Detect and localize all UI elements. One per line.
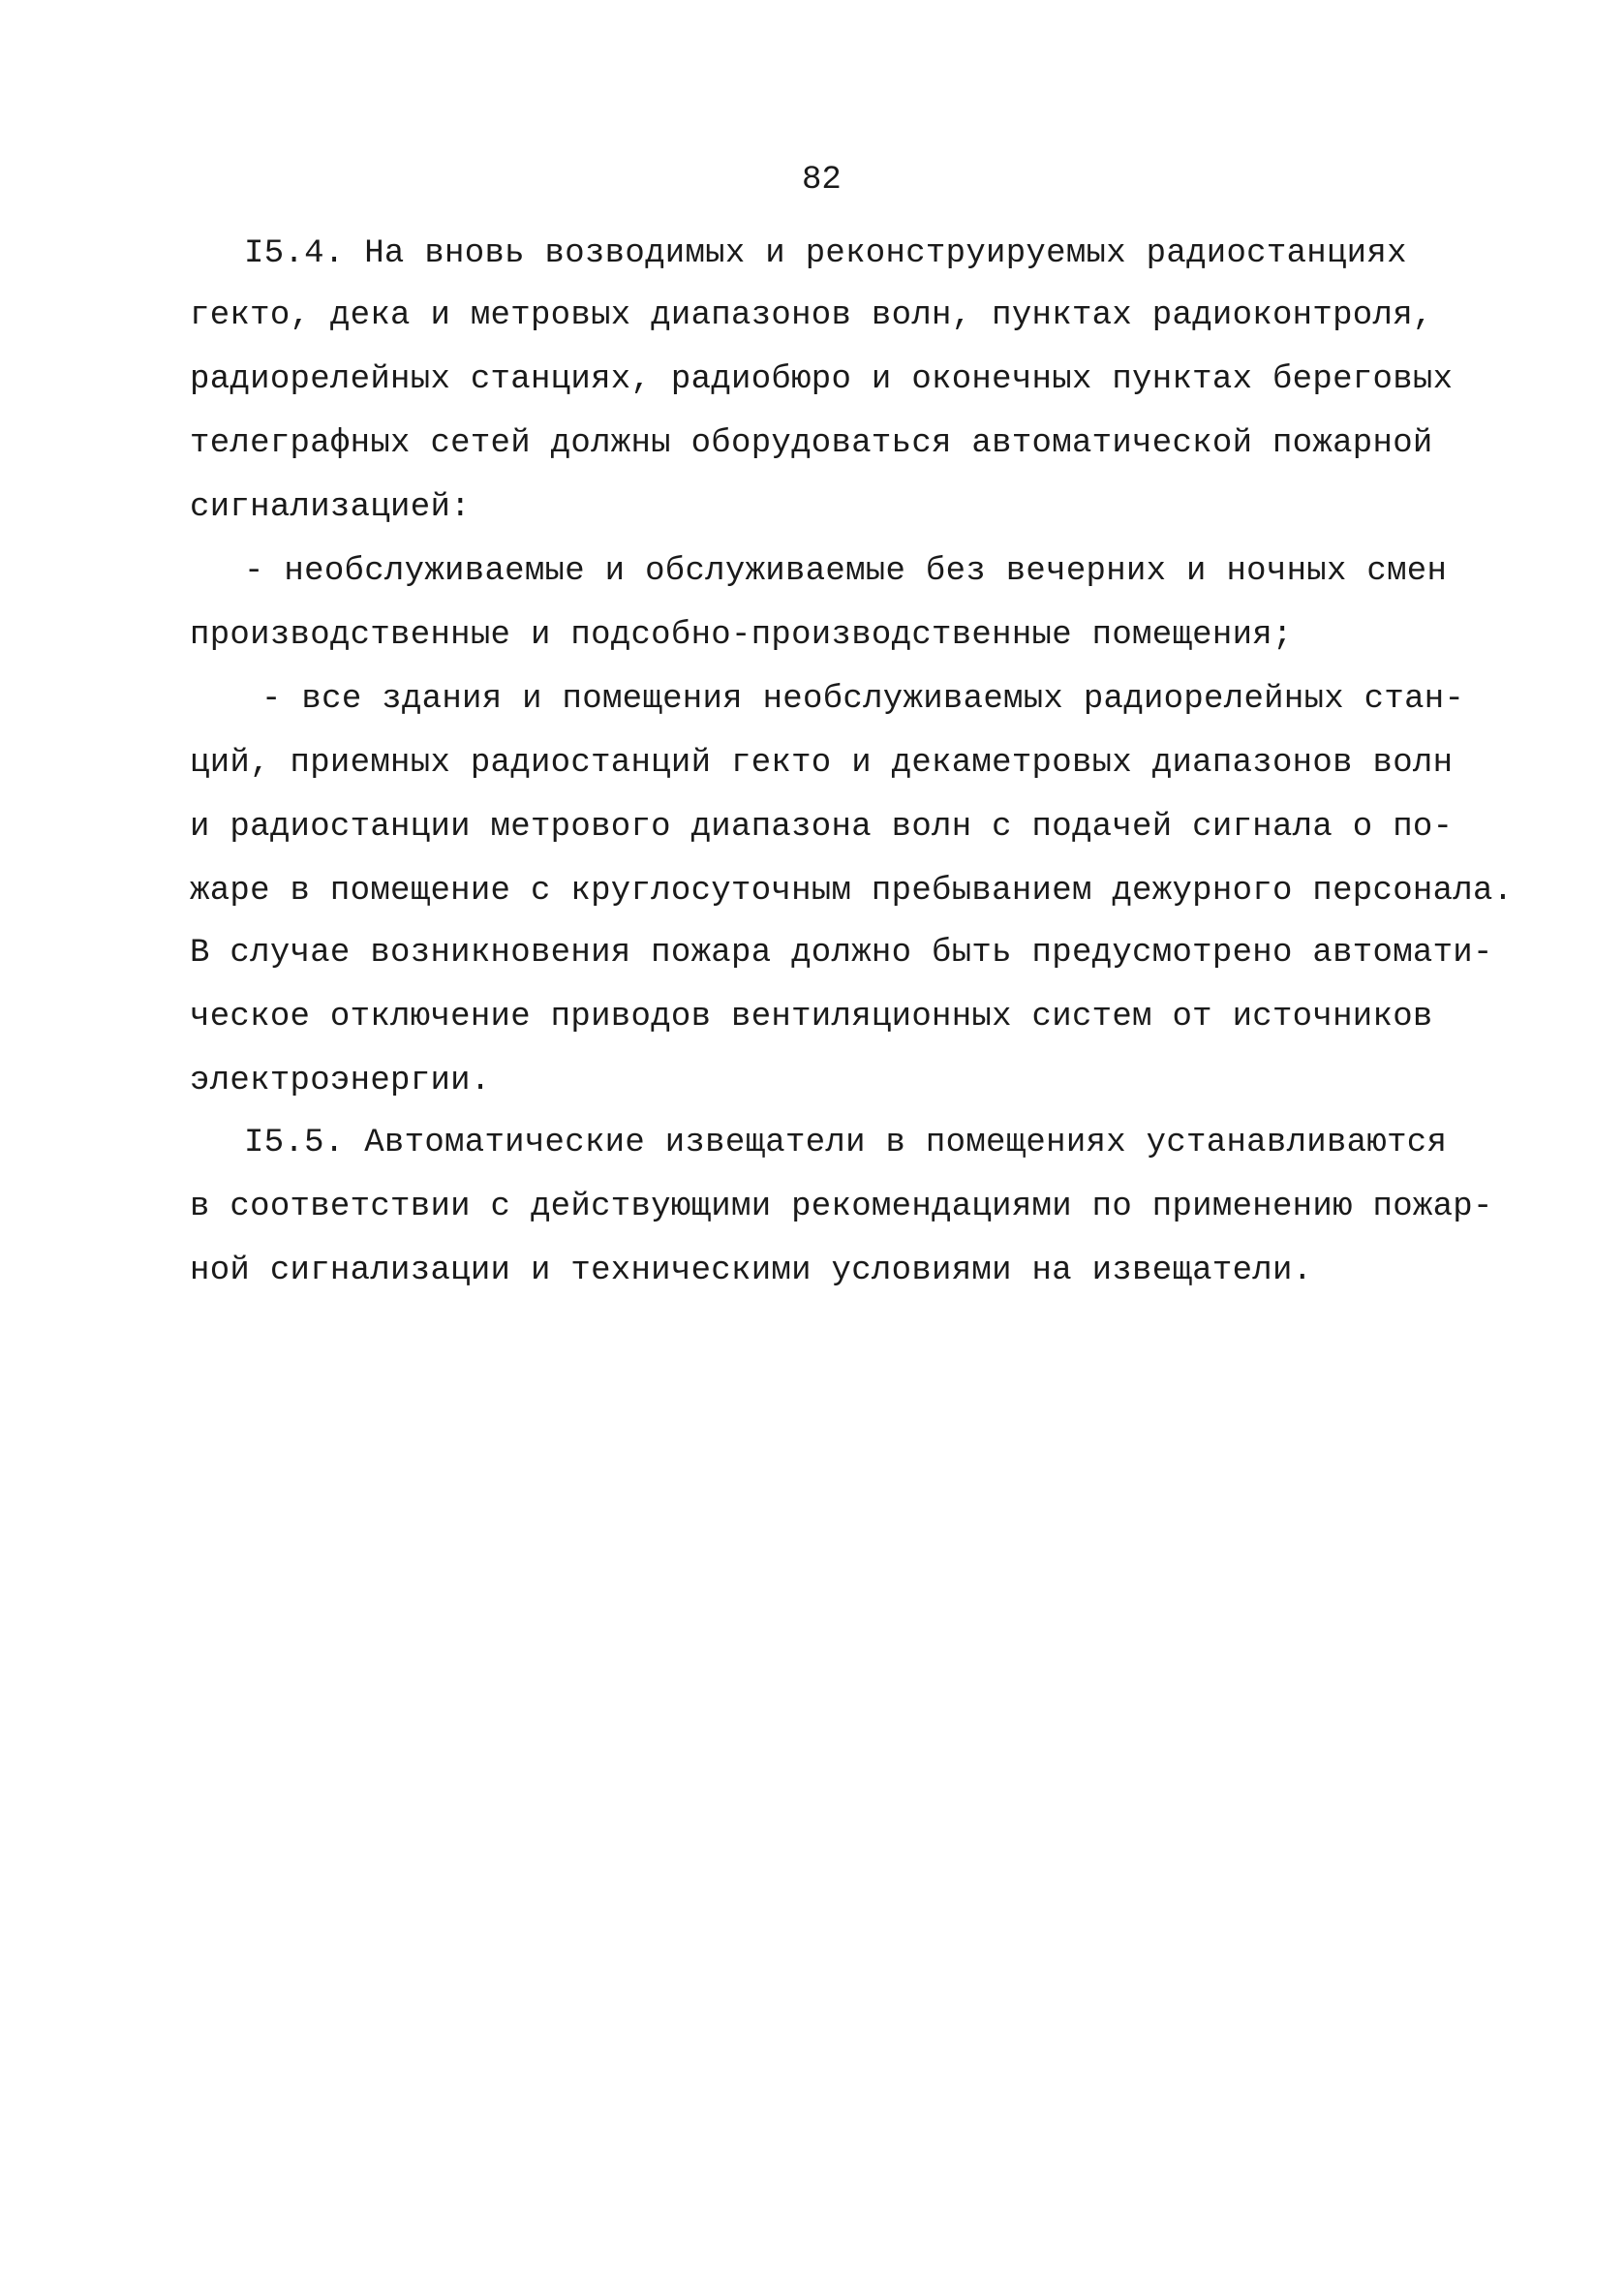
paragraph-line: В случае возникновения пожара должно быть предусмотрено автомати- [190,935,1493,972]
page-number: 82 [802,162,842,199]
paragraph-line: I5.4. На вновь возводимых и реконструируемых радиостанциях [244,235,1407,272]
paragraph-line: - необслуживаемые и обслуживаемые без вечерних и ночных смен [244,553,1448,590]
paragraph-line: жаре в помещение с круглосуточным пребыванием дежурного персонала. [190,873,1514,910]
paragraph-line: и радиостанции метрового диапазона волн с подачей сигнала о по- [190,809,1454,846]
paragraph-line: в соответствии с действующими рекомендациями по применению пожар- [190,1189,1493,1225]
paragraph-line: - все здания и помещения необслуживаемых радиорелейных стан- [261,681,1465,718]
paragraph-line: I5.5. Автоматические извещатели в помещениях устанавливаются [244,1125,1448,1161]
paragraph-line: сигнализацией: [190,489,471,526]
paragraph-line: производственные и подсобно-производственные помещения; [190,617,1293,654]
paragraph-line: ций, приемных радиостанций гекто и декаметровых диапазонов волн [190,745,1454,782]
paragraph-line: гекто, дека и метровых диапазонов волн, пунктах радиоконтроля, [190,297,1433,334]
paragraph-line: радиорелейных станциях, радиобюро и оконечных пунктах береговых [190,361,1454,398]
paragraph-line: телеграфных сетей должны оборудоваться автоматической пожарной [190,425,1433,462]
paragraph-line: электроэнергии. [190,1063,491,1099]
paragraph-line: ческое отключение приводов вентиляционных систем от источников [190,999,1433,1036]
paragraph-line: ной сигнализации и техническими условиями на извещатели. [190,1253,1313,1289]
